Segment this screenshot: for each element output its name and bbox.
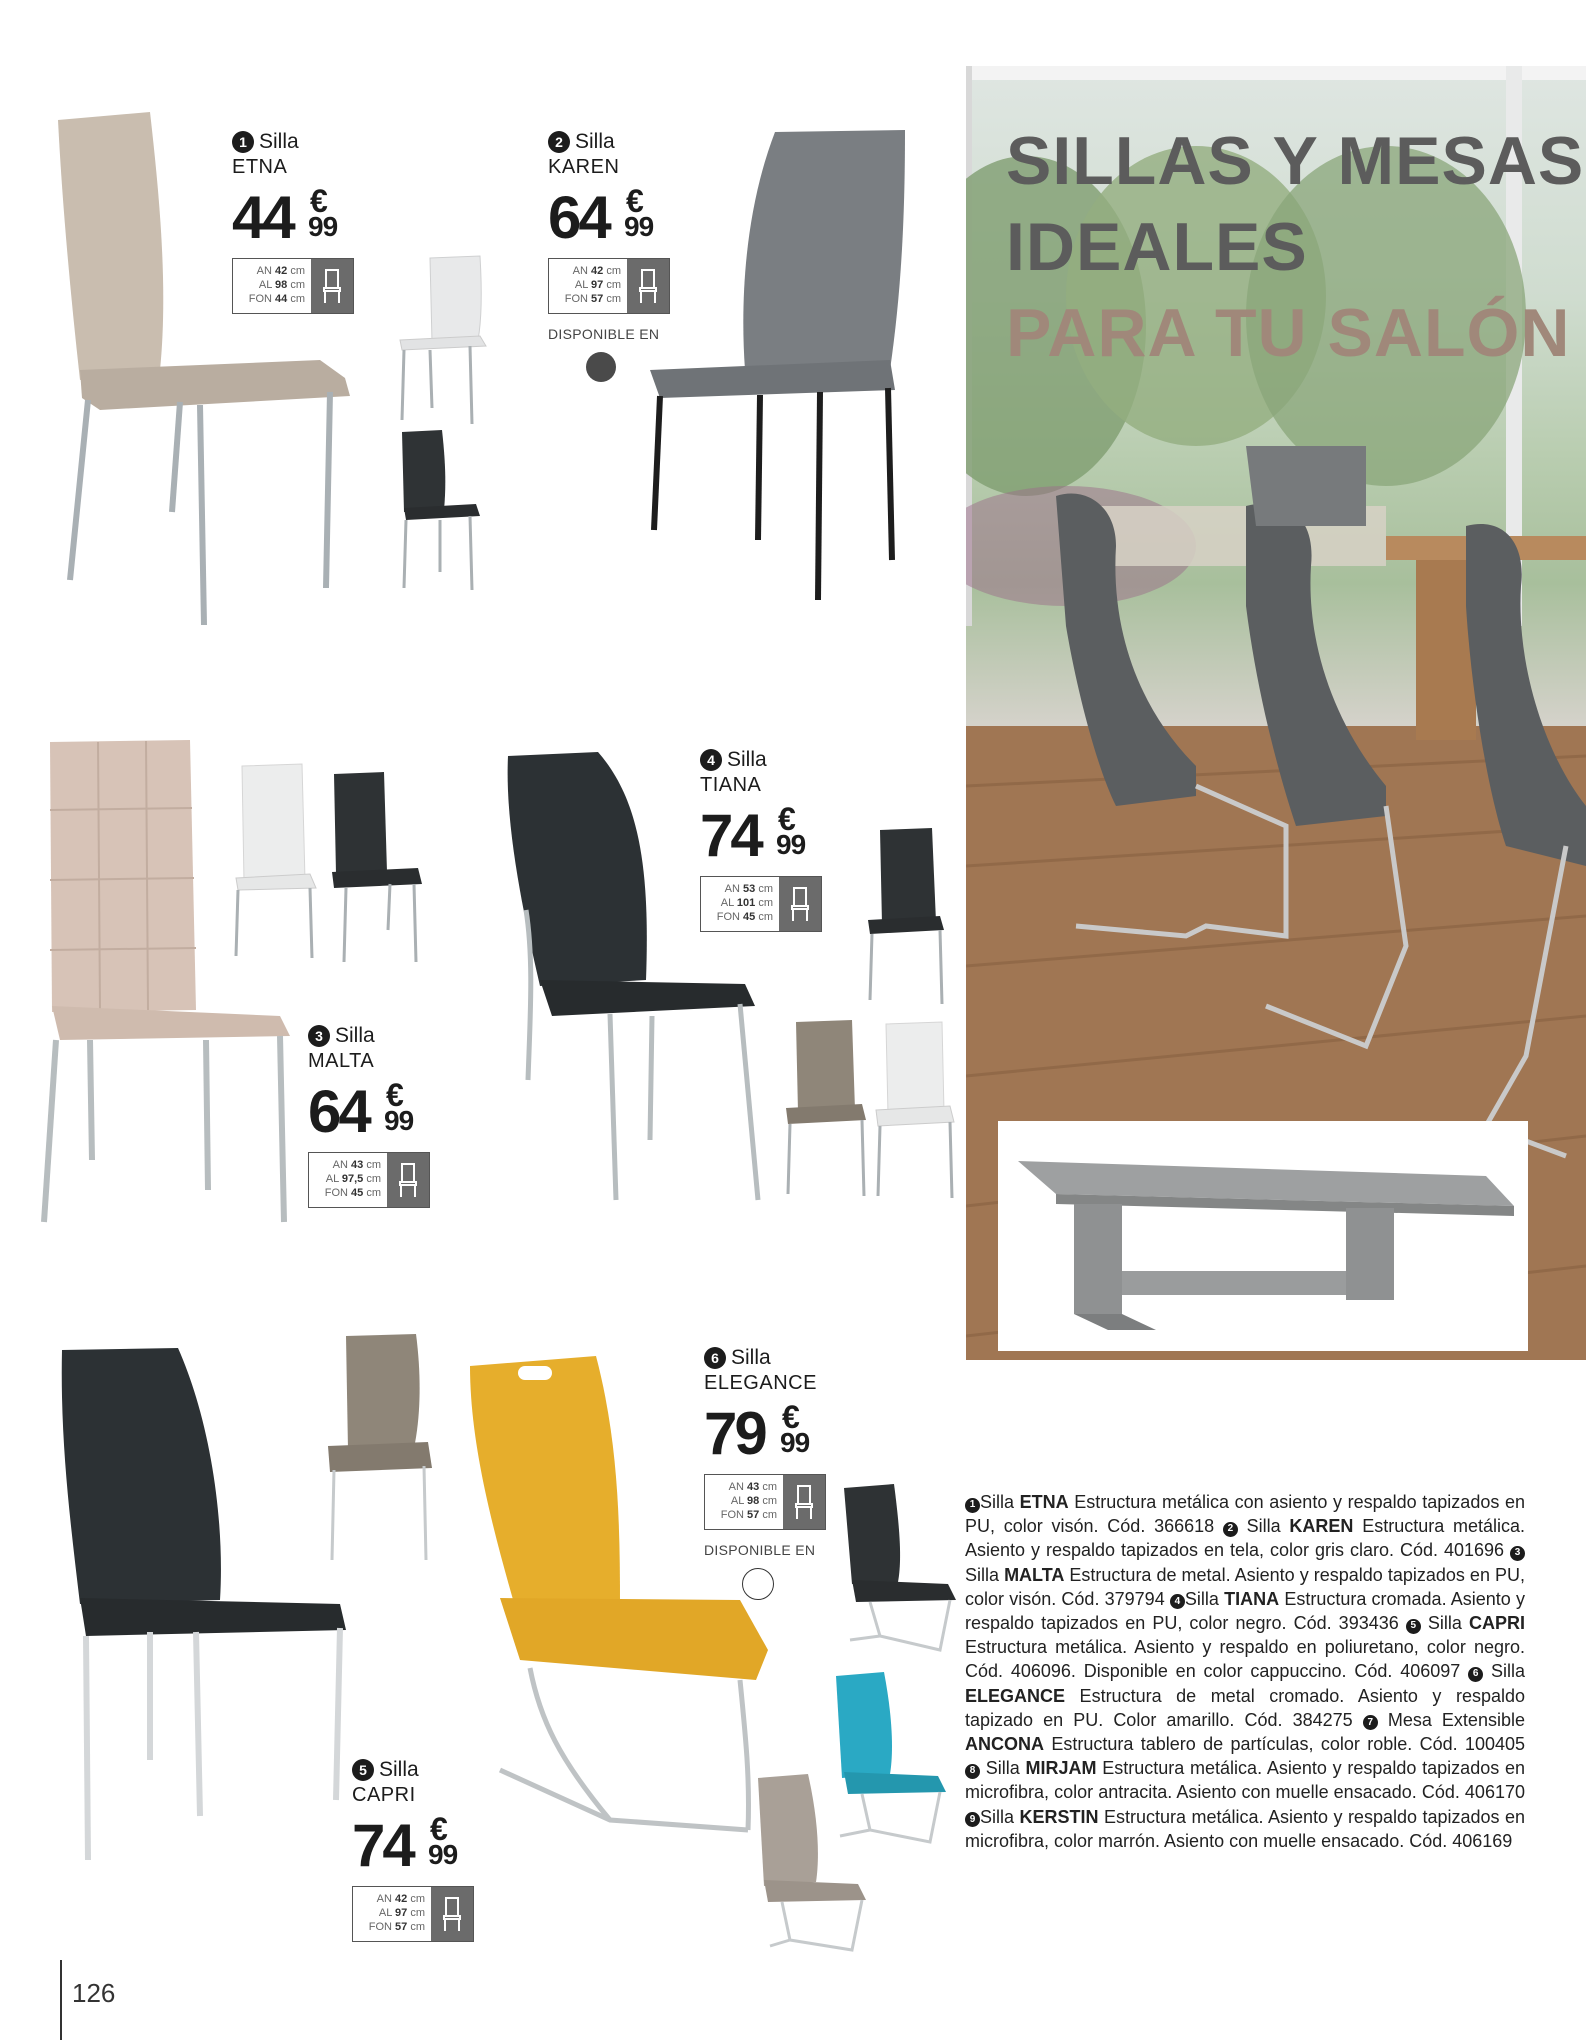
product-label-karen [548,130,670,382]
desc-item: 5 Silla CAPRI Estructura metálica. Asiento y respaldo en poliuretano, color negro. Cód. 406096. Disponible en color cappuccino. Cód. 406097 [965,1613,1525,1682]
product-label-elegance [704,1346,826,1600]
product-label-etna [232,130,354,314]
elegance-black-variant [844,1484,956,1650]
product-number-badge: 3 [308,1025,330,1047]
capri-chair-image [62,1348,346,1860]
price-integer: 79 [704,1400,765,1467]
elegance-cappuccino-variant [758,1774,866,1950]
page-number: 126 [72,1978,116,2008]
price-cents: 99 [780,1427,810,1458]
chair-icon [431,1887,473,1941]
price-integer: 44 [232,184,293,251]
chair-icon [783,1475,825,1529]
dimensions-box: AN 53 cm AL 101 cm FON 45 cm [700,876,822,932]
tiana-black-variant [868,828,944,1004]
dimensions-box: AN 43 cm AL 97,5 cm FON 45 cm [308,1152,430,1208]
heading-line-3: PARA TU SALÓN [1006,295,1571,371]
price [548,183,670,251]
product-label-tiana [700,748,822,932]
malta-white-variant [236,764,316,958]
product-name: KAREN [548,156,620,178]
currency-symbol: € [310,183,328,219]
product-number-badge: 4 [700,749,722,771]
chair-icon [779,877,821,931]
dimensions-box: AN 42 cm AL 98 cm FON 44 cm [232,258,354,314]
product-label-capri [352,1758,474,1942]
elegance-teal-variant [836,1672,946,1842]
product-type: Silla [335,1024,375,1047]
karen-chair-image [650,130,905,600]
desc-item: 1 Silla ETNA Estructura metálica con asiento y respaldo tapizados en PU, color visón. Cód. 366618 [965,1492,1526,1537]
product-name: TIANA [700,774,762,796]
currency-symbol: € [386,1077,404,1113]
price-cents: 99 [776,829,806,860]
price-integer: 64 [548,184,609,251]
product-type: Silla [731,1346,771,1369]
page-number-rule [60,1960,62,2040]
price-cents: 99 [624,211,654,242]
page-heading [1006,118,1584,376]
color-swatch-white[interactable] [742,1568,774,1600]
tiana-cappuccino-variant [786,1020,866,1196]
malta-black-variant [332,772,422,962]
product-type: Silla [727,748,767,771]
price [700,801,822,869]
product-number-badge: 2 [548,131,570,153]
product-type: Silla [575,130,615,153]
price-cents: 99 [308,211,338,242]
product-name: ELEGANCE [704,1372,817,1394]
price [308,1077,430,1145]
heading-line-2: IDEALES [1006,209,1308,285]
capri-cappuccino-variant [328,1334,432,1560]
product-number-badge: 6 [704,1347,726,1369]
tiana-white-variant [876,1022,954,1198]
currency-symbol: € [430,1811,448,1847]
product-name: CAPRI [352,1784,416,1806]
product-descriptions [965,1490,1525,1853]
product-label-malta [308,1024,430,1208]
etna-white-variant [400,256,486,424]
product-number-badge: 5 [352,1759,374,1781]
currency-symbol: € [626,183,644,219]
price [704,1399,826,1467]
price [352,1811,474,1879]
desc-item: 3 Silla MALTA Estructura de metal. Asiento y respaldo tapizados en PU, color visón. Cód. 379794 [965,1547,1526,1609]
price-integer: 74 [700,802,761,869]
dimensions-box: AN 42 cm AL 97 cm FON 57 cm [548,258,670,314]
desc-item: 7 Mesa Extensible ANCONA Estructura tablero de partículas, color roble. Cód. 100405 [965,1709,1525,1755]
desc-item: 6 Silla ELEGANCE Estructura de metal cromado. Asiento y respaldo tapizado en PU. Color amarillo. Cód. 384275 [965,1661,1525,1730]
currency-symbol: € [778,801,796,837]
chair-icon [627,259,669,313]
desc-item: 4 Silla TIANA Estructura cromada. Asiento y respaldo tapizados en PU, color negro. Cód. 393436 [965,1588,1526,1634]
price-cents: 99 [384,1105,414,1136]
color-swatch-dark-gray[interactable] [586,352,616,382]
product-name: MALTA [308,1050,375,1072]
desc-item: 8 Silla MIRJAM Estructura metálica. Asiento y respaldo tapizados en microfibra, color antracita. Asiento con muelle ensacado. Cód. 406170 [965,1758,1525,1803]
chair-icon [387,1153,429,1207]
price-integer: 74 [352,1812,413,1879]
desc-item: 2 Silla KAREN Estructura metálica. Asiento y respaldo tapizados en tela, color gris claro. Cód. 401696 [965,1516,1525,1561]
product-type: Silla [259,130,299,153]
price-integer: 64 [308,1078,369,1145]
price-cents: 99 [428,1839,458,1870]
available-in-label: DISPONIBLE EN [704,1542,816,1558]
desc-item: 9 Silla KERSTIN Estructura metálica. Asiento y respaldo tapizados en microfibra, color marrón. Asiento con muelle ensacado. Cód. 406169 [965,1806,1525,1851]
heading-line-1: SILLAS Y MESAS [1006,123,1585,199]
dimensions-box: AN 43 cm AL 98 cm FON 57 cm [704,1474,826,1530]
etna-black-variant [402,430,480,590]
currency-symbol: € [782,1399,800,1435]
available-in-label: DISPONIBLE EN [548,326,660,342]
price [232,183,354,251]
product-number-badge: 1 [232,131,254,153]
dimensions-box: AN 42 cm AL 97 cm FON 57 cm [352,1886,474,1942]
product-name: ETNA [232,156,288,178]
product-type: Silla [379,1758,419,1781]
chair-icon [311,259,353,313]
